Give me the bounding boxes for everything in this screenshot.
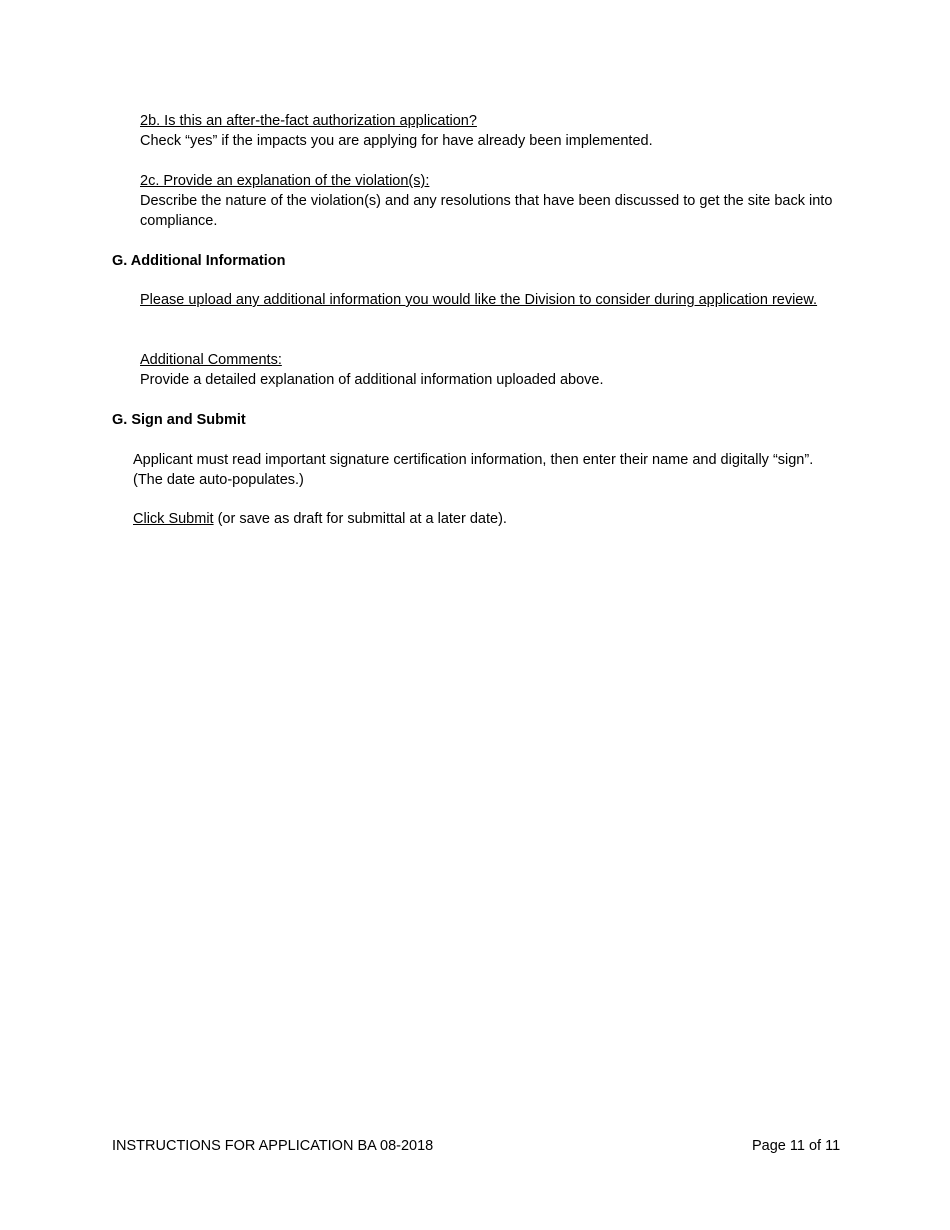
additional-information-heading: G. Additional Information	[112, 253, 286, 269]
additional-comments-text: Provide a detailed explanation of additional information uploaded above.	[140, 372, 604, 388]
upload-instructions	[140, 290, 820, 310]
section-2b-text: Check “yes” if the impacts you are applying for have already been implemented.	[140, 133, 653, 149]
footer-document-title: INSTRUCTIONS FOR APPLICATION BA 08-2018	[112, 1138, 434, 1154]
sign-and-submit-heading: G. Sign and Submit	[112, 412, 246, 428]
submit-instructions	[133, 509, 833, 529]
footer-page-number: Page 11 of 11	[752, 1138, 841, 1154]
submit-rest-text: (or save as draft for submittal at a later date).	[213, 511, 507, 527]
upload-text: Please upload any additional information you would like the Division to consider during application review.	[140, 292, 818, 308]
section-2c-text: Describe the nature of the violation(s) and any resolutions that have been discussed to get the site back into compliance.	[140, 193, 833, 229]
section-2b	[140, 111, 840, 151]
section-2c	[140, 171, 840, 231]
additional-comments-section	[140, 350, 840, 390]
additional-comments-heading: Additional Comments:	[140, 352, 282, 368]
submit-line	[133, 509, 833, 529]
section-2c-heading: 2c. Provide an explanation of the violation(s):	[140, 173, 430, 189]
section-2b-heading: 2b. Is this an after-the-fact authorization application?	[140, 113, 477, 129]
sign-text: Applicant must read important signature certification information, then enter their name and digitally “sign”. (The date auto-populates.)	[133, 452, 814, 488]
click-submit-text: Click Submit	[133, 511, 214, 527]
sign-instructions	[133, 450, 833, 490]
